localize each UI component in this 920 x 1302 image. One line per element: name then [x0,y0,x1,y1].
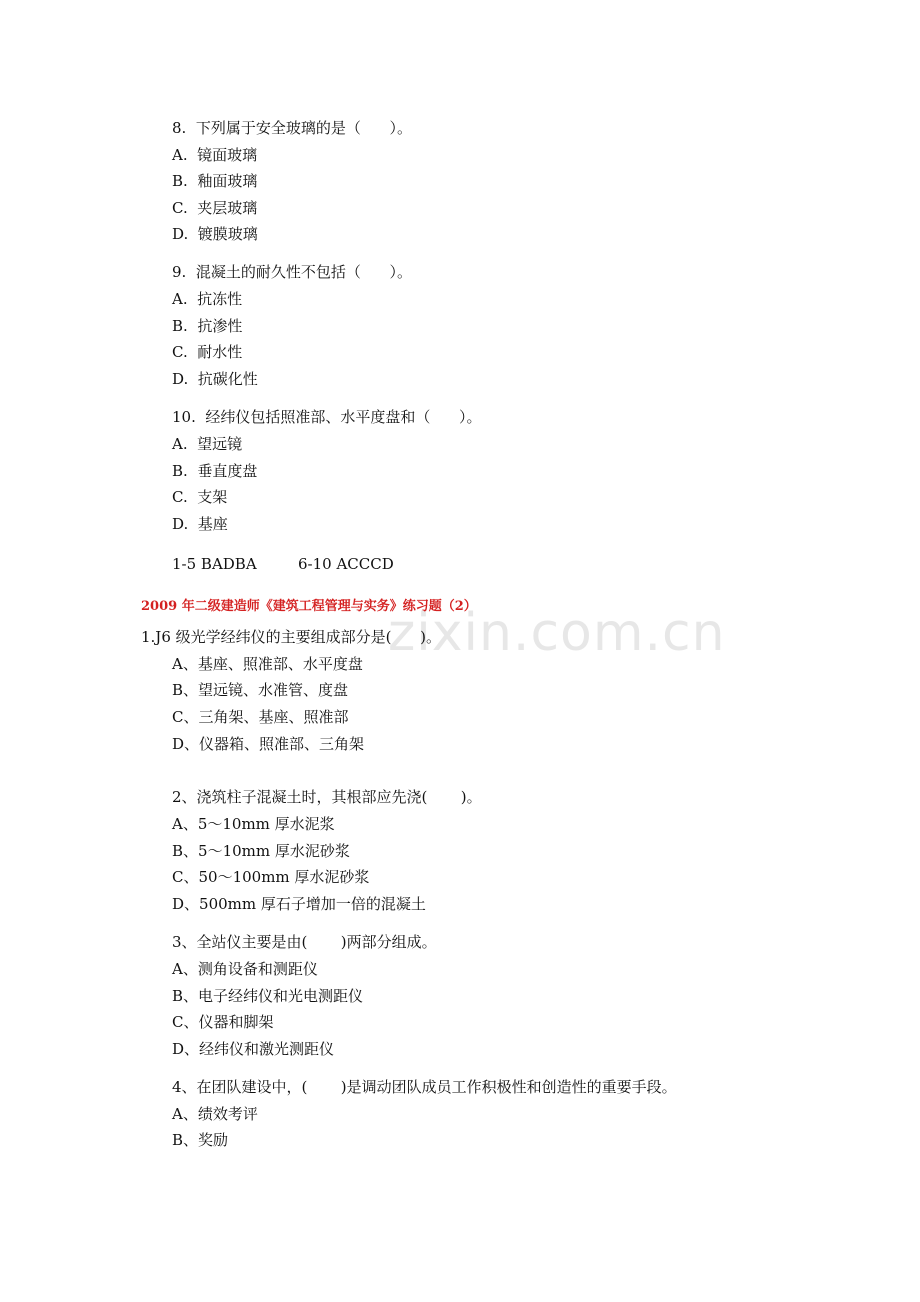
question-option: D. 镀膜玻璃 [172,225,258,243]
question-option: A. 镜面玻璃 [172,146,258,164]
question-option: D、经纬仪和激光测距仪 [172,1040,335,1058]
question-option: B. 垂直度盘 [172,462,258,480]
question-option: C、三角架、基座、照准部 [172,708,349,726]
question-option: B、5～10mm 厚水泥砂浆 [172,842,350,860]
question-option: D. 抗碳化性 [172,370,258,388]
question-stem: 10. 经纬仪包括照准部、水平度盘和（ ）。 [172,408,482,426]
answer-key: 1-5 BADBA [172,555,257,573]
question-option: C、仪器和脚架 [172,1013,274,1031]
question-stem: 3、全站仪主要是由( )两部分组成。 [172,933,437,951]
question-option: D、500mm 厚石子增加一倍的混凝土 [172,895,426,913]
question-stem: 1.J6 级光学经纬仪的主要组成部分是( )。 [141,628,441,646]
question-stem: 9. 混凝土的耐久性不包括（ ）。 [172,263,412,281]
question-option: A. 抗冻性 [172,290,243,308]
question-option: B、望远镜、水准管、度盘 [172,681,349,699]
question-option: B、奖励 [172,1131,229,1149]
section-title: 2009 年二级建造师《建筑工程管理与实务》练习题（2） [141,599,477,614]
question-option: D、仪器箱、照准部、三角架 [172,735,365,753]
question-option: A、测角设备和测距仪 [172,960,318,978]
watermark: zixin.com.cn [388,603,726,663]
question-option: C、50～100mm 厚水泥砂浆 [172,868,370,886]
question-option: C. 支架 [172,488,228,506]
answer-key: 6-10 ACCCD [298,555,394,573]
question-option: A、基座、照准部、水平度盘 [172,655,363,673]
question-option: B. 抗渗性 [172,317,243,335]
question-option: A、5～10mm 厚水泥浆 [172,815,335,833]
question-option: D. 基座 [172,515,228,533]
question-option: C. 夹层玻璃 [172,199,258,217]
question-option: A. 望远镜 [172,435,243,453]
question-option: B、电子经纬仪和光电测距仪 [172,987,364,1005]
question-option: B. 釉面玻璃 [172,172,258,190]
question-option: A、绩效考评 [172,1105,258,1123]
question-stem: 8. 下列属于安全玻璃的是（ ）。 [172,119,412,137]
question-stem: 2、浇筑柱子混凝土时，其根部应先浇( )。 [172,788,482,806]
question-stem: 4、在团队建设中，( )是调动团队成员工作积极性和创造性的重要手段。 [172,1078,677,1096]
question-option: C. 耐水性 [172,343,243,361]
